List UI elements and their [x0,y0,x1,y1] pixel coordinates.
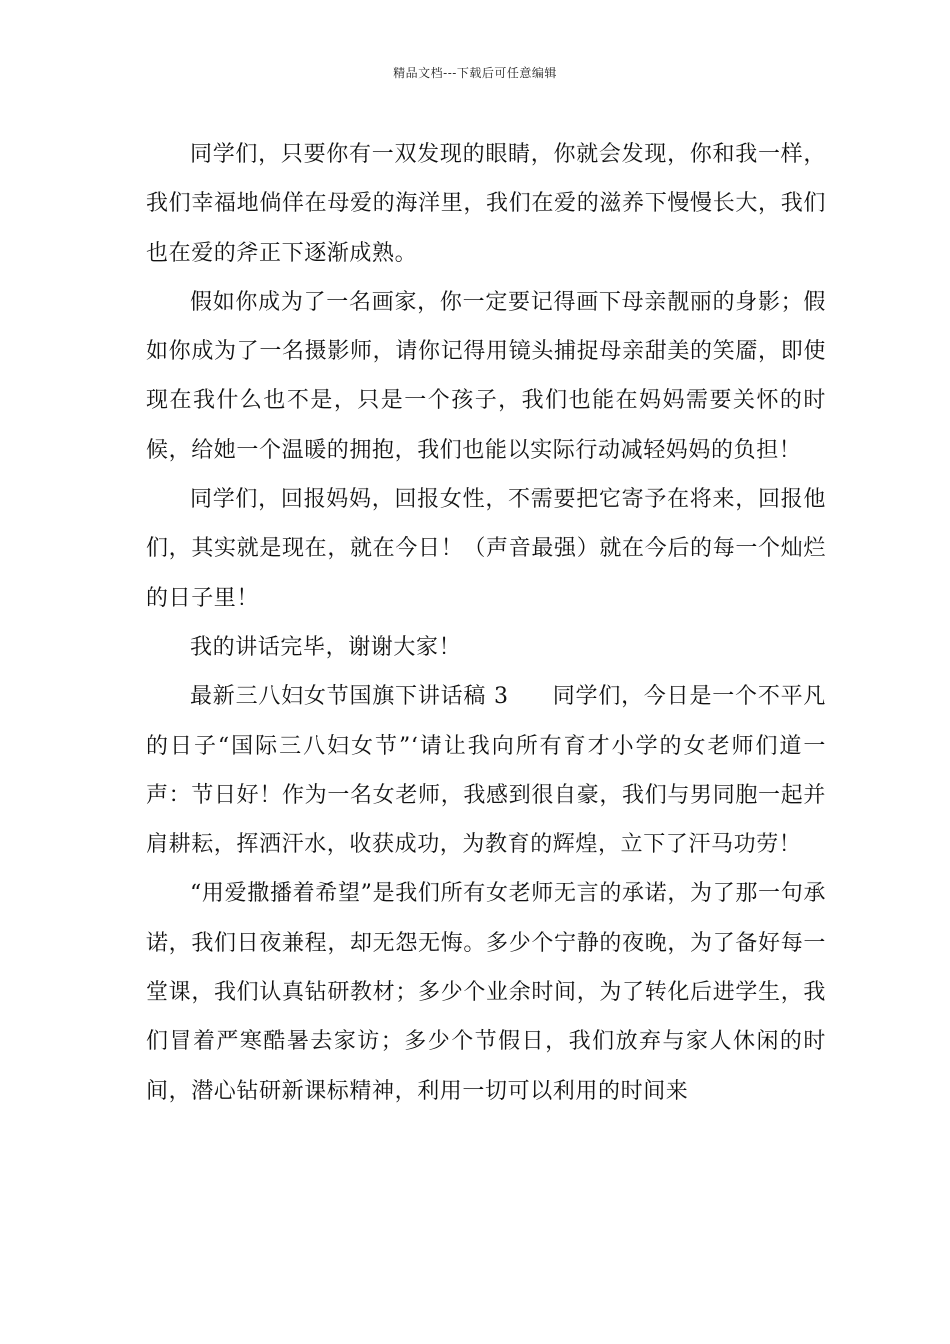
paragraph-2: 假如你成为了一名画家，你一定要记得画下母亲靓丽的身影；假如你成为了一名摄影师，请你记得用镜头捕捉母亲甜美的笑靥，即使现在我什么也不是，只是一个孩子，我们也能在妈妈需要关怀的时候，给她一个温暖的拥抱，我们也能以实际行动减轻妈妈的负担！ [146,289,826,463]
page-header: 精品文档---下载后可任意编辑 [393,66,557,80]
section-title: 最新三八妇女节国旗下讲话稿 3 [190,684,509,710]
paragraph-4: 我的讲话完毕，谢谢大家！ [190,634,462,660]
paragraph-5-text: 同学们，今日是一个不平凡的日子“国际三八妇女节”‘请让我向所有育才小学的女老师们道一声：节日好！作为一名女老师，我感到很自豪，我们与男同胞一起并肩耕耘，挥洒汗水，收获成功，为教育的辉煌，立下了汗马功劳！ [146,684,826,858]
document-body [146,130,826,1116]
paragraph-6: “用爱撒播着希望”是我们所有女老师无言的承诺，为了那一句承诺，我们日夜兼程，却无怨无悔。多少个宁静的夜晚，为了备好每一堂课，我们认真钻研教材；多少个业余时间，为了转化后进学生，我们冒着严寒酷暑去家访；多少个节假日，我们放弃与家人休闲的时间，潜心钻研新课标精神，利用一切可以利用的时间来 [146,881,826,1104]
paragraph-5 [146,672,826,869]
paragraph-1: 同学们，只要你有一双发现的眼睛，你就会发现，你和我一样，我们幸福地倘佯在母爱的海洋里，我们在爱的滋养下慢慢长大，我们也在爱的斧正下逐渐成熟。 [146,142,826,266]
paragraph-3: 同学们，回报妈妈，回报女性，不需要把它寄予在将来，回报他们，其实就是现在，就在今日！（声音最强）就在今后的每一个灿烂的日子里！ [146,487,826,611]
